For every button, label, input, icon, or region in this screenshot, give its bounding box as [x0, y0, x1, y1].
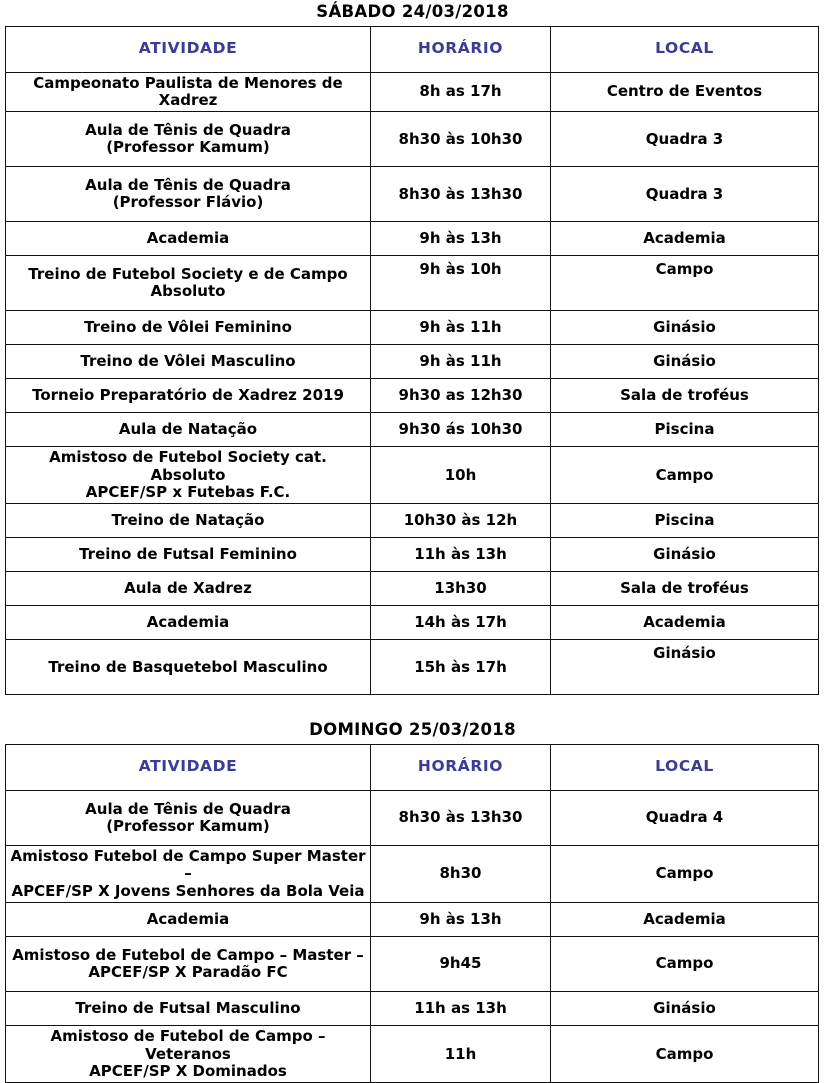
cell-activity — [6, 992, 371, 1026]
activity-line-2: APCEF/SP X Paradão FC — [88, 963, 288, 982]
cell-activity — [6, 1026, 371, 1083]
activity-line-1: Academia — [146, 229, 230, 248]
table-row — [6, 504, 819, 538]
activity-line-1: Aula de Xadrez — [124, 579, 252, 598]
cell-activity — [6, 937, 371, 992]
activity-line-2: APCEF/SP X Dominados — [89, 1061, 287, 1080]
table-row — [6, 937, 819, 992]
cell-time: 10h30 às 12h — [371, 504, 551, 538]
cell-activity — [6, 222, 371, 256]
cell-time: 8h as 17h — [371, 72, 551, 112]
activity-line-2: (Professor Kamum) — [106, 816, 270, 835]
activity-line-1: Academia — [146, 909, 230, 928]
table-spacer — [0, 695, 825, 718]
cell-activity — [6, 256, 371, 311]
cell-place: Campo — [551, 1026, 819, 1083]
cell-activity — [6, 413, 371, 447]
activity-line-2: APCEF/SP X Jovens Senhores da Bola Veia — [11, 881, 365, 900]
activity-line-2: Absoluto — [150, 282, 226, 301]
cell-time: 11h — [371, 1026, 551, 1083]
activity-line-1: Treino de Futsal Masculino — [75, 998, 301, 1017]
cell-activity — [6, 345, 371, 379]
cell-time: 10h — [371, 447, 551, 504]
activity-line-1: Treino de Natação — [111, 511, 265, 530]
cell-place: Sala de troféus — [551, 379, 819, 413]
activity-line-1: Aula de Tênis de Quadra — [85, 175, 291, 194]
cell-activity — [6, 311, 371, 345]
table-row — [6, 903, 819, 937]
cell-time: 9h às 13h — [371, 222, 551, 256]
table-row — [6, 72, 819, 112]
column-header-place: LOCAL — [551, 26, 819, 72]
activity-line-1: Treino de Basquetebol Masculino — [48, 657, 328, 676]
table-row — [6, 1026, 819, 1083]
column-header-activity: ATIVIDADE — [6, 26, 371, 72]
activity-line-2: APCEF/SP x Futebas F.C. — [85, 483, 291, 502]
table-row — [6, 640, 819, 695]
cell-time: 11h às 13h — [371, 538, 551, 572]
table-row — [6, 790, 819, 845]
cell-time: 9h às 11h — [371, 345, 551, 379]
cell-place: Ginásio — [551, 992, 819, 1026]
table-row — [6, 311, 819, 345]
cell-place: Ginásio — [551, 538, 819, 572]
cell-activity — [6, 903, 371, 937]
cell-activity — [6, 538, 371, 572]
cell-place: Quadra 3 — [551, 167, 819, 222]
cell-activity — [6, 606, 371, 640]
cell-place: Quadra 3 — [551, 112, 819, 167]
table-header-row — [6, 26, 819, 72]
cell-place: Academia — [551, 606, 819, 640]
cell-time: 13h30 — [371, 572, 551, 606]
table-row — [6, 222, 819, 256]
cell-activity — [6, 447, 371, 504]
cell-place: Ginásio — [551, 345, 819, 379]
cell-activity — [6, 112, 371, 167]
cell-time: 11h as 13h — [371, 992, 551, 1026]
cell-place: Piscina — [551, 413, 819, 447]
table-header-row — [6, 744, 819, 790]
activity-line-1: Treino de Vôlei Feminino — [84, 318, 292, 337]
table-row — [6, 606, 819, 640]
activity-line-1: Academia — [146, 613, 230, 632]
table-row — [6, 538, 819, 572]
column-header-activity: ATIVIDADE — [6, 744, 371, 790]
cell-place: Campo — [551, 845, 819, 902]
activity-line-1: Treino de Futsal Feminino — [79, 545, 297, 564]
activity-line-2: (Professor Flávio) — [112, 193, 264, 212]
cell-activity — [6, 504, 371, 538]
activity-line-1: Aula de Natação — [118, 420, 258, 439]
cell-place: Piscina — [551, 504, 819, 538]
column-header-time: HORÁRIO — [371, 26, 551, 72]
cell-time: 8h30 às 10h30 — [371, 112, 551, 167]
cell-activity — [6, 640, 371, 695]
activity-line-1: Aula de Tênis de Quadra — [85, 120, 291, 139]
table-row — [6, 112, 819, 167]
column-header-place: LOCAL — [551, 744, 819, 790]
activity-line-1: Campeonato Paulista de Menores de Xadrez — [33, 73, 343, 109]
cell-time: 9h às 10h — [371, 256, 551, 311]
table-row — [6, 345, 819, 379]
table-row — [6, 167, 819, 222]
cell-time: 8h30 às 13h30 — [371, 790, 551, 845]
table-row — [6, 256, 819, 311]
table-row — [6, 413, 819, 447]
schedule-table-saturday — [5, 26, 819, 696]
cell-place: Centro de Eventos — [551, 72, 819, 112]
cell-activity — [6, 790, 371, 845]
cell-place: Campo — [551, 447, 819, 504]
cell-place: Sala de troféus — [551, 572, 819, 606]
cell-activity — [6, 379, 371, 413]
activity-line-1: Amistoso Futebol de Campo Super Master – — [10, 846, 366, 883]
cell-time: 8h30 às 13h30 — [371, 167, 551, 222]
cell-place: Academia — [551, 222, 819, 256]
cell-place: Ginásio — [551, 311, 819, 345]
cell-activity — [6, 845, 371, 902]
table-row — [6, 379, 819, 413]
cell-place: Ginásio — [551, 640, 819, 695]
table-row — [6, 447, 819, 504]
day-title-sunday: DOMINGO 25/03/2018 — [309, 720, 516, 740]
activity-line-1: Amistoso de Futebol de Campo – Veteranos — [50, 1027, 326, 1063]
cell-activity — [6, 167, 371, 222]
activity-line-1: Treino de Futebol Society e de Campo — [28, 264, 348, 283]
cell-place: Campo — [551, 256, 819, 311]
cell-time: 9h às 11h — [371, 311, 551, 345]
activity-line-1: Amistoso de Futebol Society cat. Absoluto — [49, 448, 327, 484]
table-row — [6, 992, 819, 1026]
schedule-table-sunday — [5, 744, 819, 1083]
cell-activity — [6, 72, 371, 112]
cell-place: Campo — [551, 937, 819, 992]
cell-time: 8h30 — [371, 845, 551, 902]
cell-time: 9h30 as 12h30 — [371, 379, 551, 413]
activity-line-1: Torneio Preparatório de Xadrez 2019 — [32, 386, 344, 405]
cell-time: 15h às 17h — [371, 640, 551, 695]
cell-place: Quadra 4 — [551, 790, 819, 845]
table-row — [6, 845, 819, 902]
cell-time: 9h30 ás 10h30 — [371, 413, 551, 447]
cell-place: Academia — [551, 903, 819, 937]
activity-line-1: Amistoso de Futebol de Campo – Master – — [12, 945, 364, 964]
day-title-saturday: SÁBADO 24/03/2018 — [316, 2, 509, 21]
cell-time: 9h às 13h — [371, 903, 551, 937]
cell-time: 14h às 17h — [371, 606, 551, 640]
activity-line-1: Treino de Vôlei Masculino — [80, 352, 296, 371]
activity-line-2: (Professor Kamum) — [106, 138, 270, 157]
activity-line-1: Aula de Tênis de Quadra — [85, 799, 291, 818]
cell-activity — [6, 572, 371, 606]
column-header-time: HORÁRIO — [371, 744, 551, 790]
table-row — [6, 572, 819, 606]
cell-time: 9h45 — [371, 937, 551, 992]
